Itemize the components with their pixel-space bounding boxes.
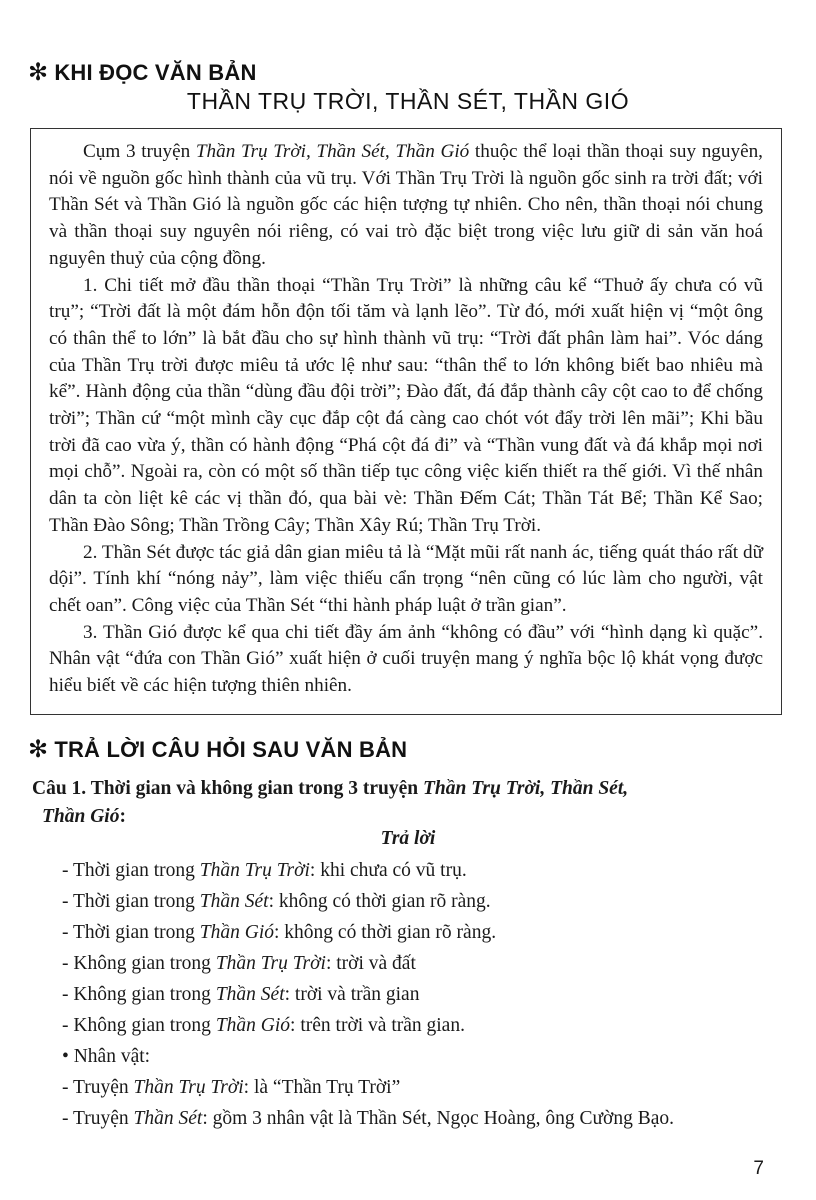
- paragraph-1: 1. Chi tiết mở đầu thần thoại “Thần Trụ Trời” là những câu kể “Thuở ấy chưa có vũ trụ”; “Trời đất là một đám hỗn độn tối tăm và lạnh lẽo”. Từ đó, mới xuất hiện vị “một ông có thân thể to lớn” là bắt đầu cho sự hình thành vũ trụ: “Trời đất phân làm hai”. Vóc dáng của Thần Trụ trời được miêu tả ước lệ như sau: “thân thể to lớn không biết bao nhiêu mà kể”. Hành động của thần “dùng đầu đội trời”; Đào đất, đá đắp thành cây cột cao to để chống trời”; Thần cứ “một mình cầy cục đắp cột đá càng cao chót vót đẩy trời lên mãi”; Khi bầu trời đã cao vừa ý, thần có hành động “Phá cột đá đi” và “Thần vung đất và đá khắp mọi nơi mọi chỗ”. Ngoài ra, còn có một số thần tiếp tục công việc kiến thiết ra thế giới. Vì thế nhân dân ta còn liệt kê các vị thần đó, qua bài vè: Thần Đếm Cát; Thần Tát Bể; Thần Kể Sao; Thần Đào Sông; Thần Trồng Cây; Thần Xây Rú; Thần Trụ Trời.: [49, 274, 763, 536]
- answer-line: - Không gian trong Thần Sét: trời và trần gian: [62, 984, 420, 1005]
- answer-line: - Truyện Thần Trụ Trời: là “Thần Trụ Trời”: [62, 1077, 401, 1098]
- asterisk-icon: ✻: [28, 736, 49, 763]
- question-suffix: :: [119, 806, 126, 827]
- answer-line: - Thời gian trong Thần Sét: không có thời gian rõ ràng.: [62, 891, 491, 912]
- answer-title: Trả lời: [380, 828, 436, 849]
- answer-line: • Nhân vật:: [62, 1046, 151, 1067]
- summary-box: [30, 128, 782, 715]
- section-title: KHI ĐỌC VĂN BẢN: [54, 60, 257, 85]
- story-title: THẦN TRỤ TRỜI, THẦN SÉT, THẦN GIÓ: [186, 88, 630, 114]
- question-italic-cont: Thần Gió: [42, 806, 120, 827]
- intro-italic-titles: Thần Trụ Trời, Thần Sét, Thần Gió: [195, 141, 470, 162]
- answer-line: - Không gian trong Thần Trụ Trời: trời và đất: [62, 953, 416, 974]
- intro-text: Cụm 3 truyện: [83, 141, 196, 162]
- asterisk-icon: ✻: [28, 59, 49, 86]
- intro-paragraph: [49, 139, 763, 273]
- answer-list: [62, 855, 782, 1134]
- intro-text-rest: thuộc thể loại thần thoại suy nguyên, nói về nguồn gốc hình thành của vũ trụ. Với Thần Trụ Trời là nguồn gốc sinh ra trời đất; với Thần Sét và Thần Gió là nguồn gốc các hiện tượng tự nhiên. Cho nên, thần thoại nói chung và thần thoại suy nguyên nói riêng, có vai trò đặc biệt trong việc lưu giữ di sản văn hoá nguyên thuỷ của cộng đồng.: [49, 141, 763, 269]
- section-title: TRẢ LỜI CÂU HỎI SAU VĂN BẢN: [54, 737, 408, 762]
- answer-line: - Không gian trong Thần Gió: trên trời và trần gian.: [62, 1015, 465, 1036]
- answer-line: - Thời gian trong Thần Gió: không có thời gian rõ ràng.: [62, 922, 497, 943]
- page-number: 7: [753, 1158, 764, 1179]
- section-heading-questions: [28, 737, 407, 763]
- paragraph-2: 2. Thần Sét được tác giả dân gian miêu tả là “Mặt mũi rất nanh ác, tiếng quát tháo rất dữ dội”. Tính khí “nóng nảy”, làm việc thiếu cẩn trọng “nên cũng có lúc làm cho người, vật chết oan”. Công việc của Thần Sét “thi hành pháp luật ở trần gian”.: [49, 541, 763, 616]
- answer-line: - Truyện Thần Sét: gồm 3 nhân vật là Thần Sét, Ngọc Hoàng, ông Cường Bạo.: [62, 1108, 674, 1129]
- section-heading-reading: [28, 60, 257, 86]
- question-text: Câu 1. Thời gian và không gian trong 3 truyện: [32, 778, 423, 799]
- answer-line: - Thời gian trong Thần Trụ Trời: khi chưa có vũ trụ.: [62, 860, 467, 881]
- question-italic: Thần Trụ Trời, Thần Sét,: [422, 778, 629, 799]
- question-1: [32, 775, 784, 831]
- paragraph-3: 3. Thần Gió được kể qua chi tiết đầy ám ảnh “không có đầu” với “hình dạng kì quặc”. Nhân vật “đứa con Thần Gió” xuất hiện ở cuối truyện mang ý nghĩa bộc lộ khát vọng được hiểu biết về các hiện tượng thiên nhiên.: [49, 621, 763, 697]
